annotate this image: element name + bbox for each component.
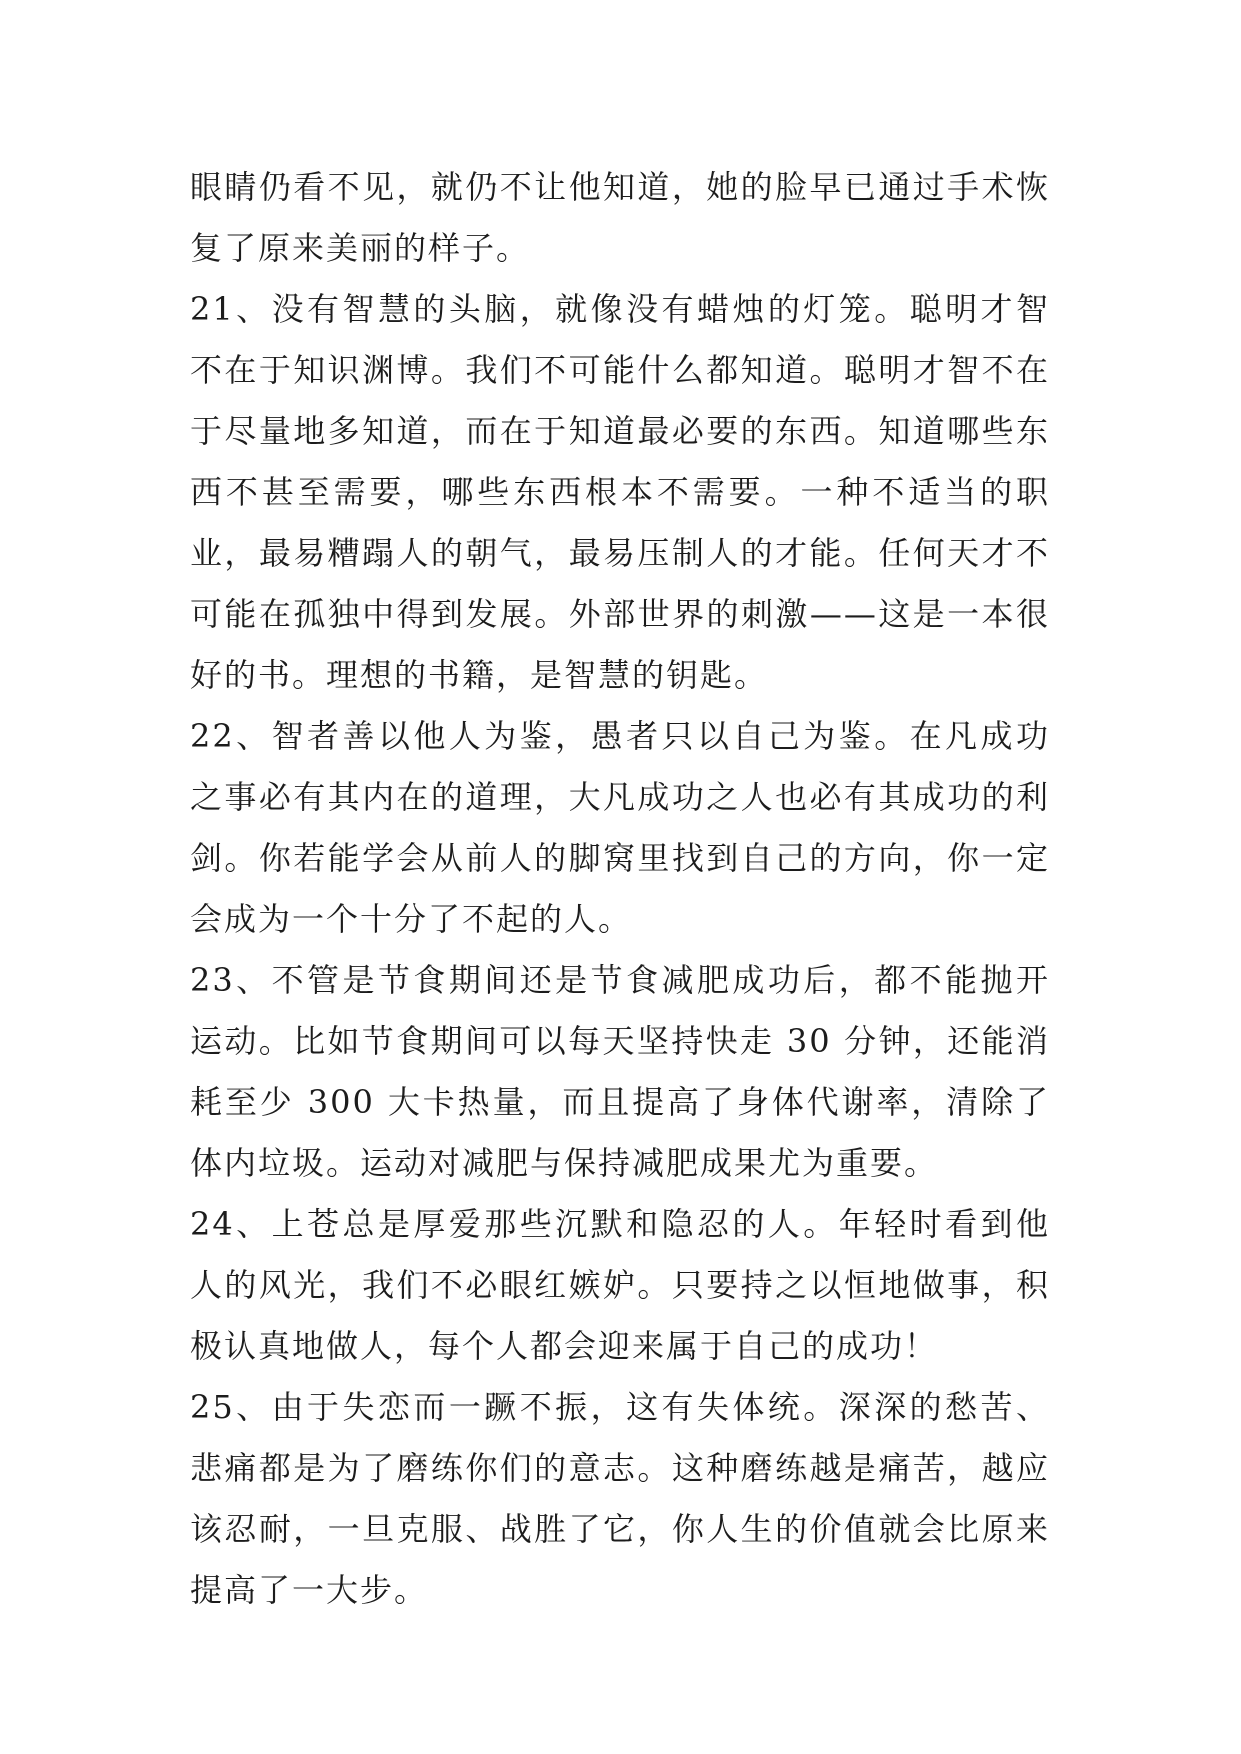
paragraph-continuation: 眼睛仍看不见，就仍不让他知道，她的脸早已通过手术恢复了原来美丽的样子。 bbox=[190, 168, 1050, 267]
paragraph-21: 21、没有智慧的头脑，就像没有蜡烛的灯笼。聪明才智不在于知识渊博。我们不可能什么都知道。聪明才智不在于尽量地多知道，而在于知道最必要的东西。知道哪些东西不甚至需要，哪些东西根本不需要。一种不适当的职业，最易糟蹋人的朝气，最易压制人的才能。任何天才不可能在孤独中得到发展。外部世界的刺激——这是一本很好的书。理想的书籍，是智慧的钥匙。 bbox=[190, 290, 1050, 694]
paragraph-25: 25、由于失恋而一蹶不振，这有失体统。深深的愁苦、悲痛都是为了磨练你们的意志。这种磨练越是痛苦，越应该忍耐，一旦克服、战胜了它，你人生的价值就会比原来提高了一大步。 bbox=[190, 1388, 1050, 1609]
paragraph-24: 24、上苍总是厚爱那些沉默和隐忍的人。年轻时看到他人的风光，我们不必眼红嫉妒。只要持之以恒地做事，积极认真地做人，每个人都会迎来属于自己的成功！ bbox=[190, 1205, 1050, 1365]
paragraph-23: 23、不管是节食期间还是节食减肥成功后，都不能抛开运动。比如节食期间可以每天坚持快走 30 分钟，还能消耗至少 300 大卡热量，而且提高了身体代谢率，清除了体内垃圾。运动对减肥与保持减肥成果尤为重要。 bbox=[190, 961, 1050, 1182]
document-body bbox=[190, 157, 1050, 1621]
paragraph-22: 22、智者善以他人为鉴，愚者只以自己为鉴。在凡成功之事必有其内在的道理，大凡成功之人也必有其成功的利剑。你若能学会从前人的脚窝里找到自己的方向，你一定会成为一个十分了不起的人。 bbox=[190, 717, 1050, 938]
